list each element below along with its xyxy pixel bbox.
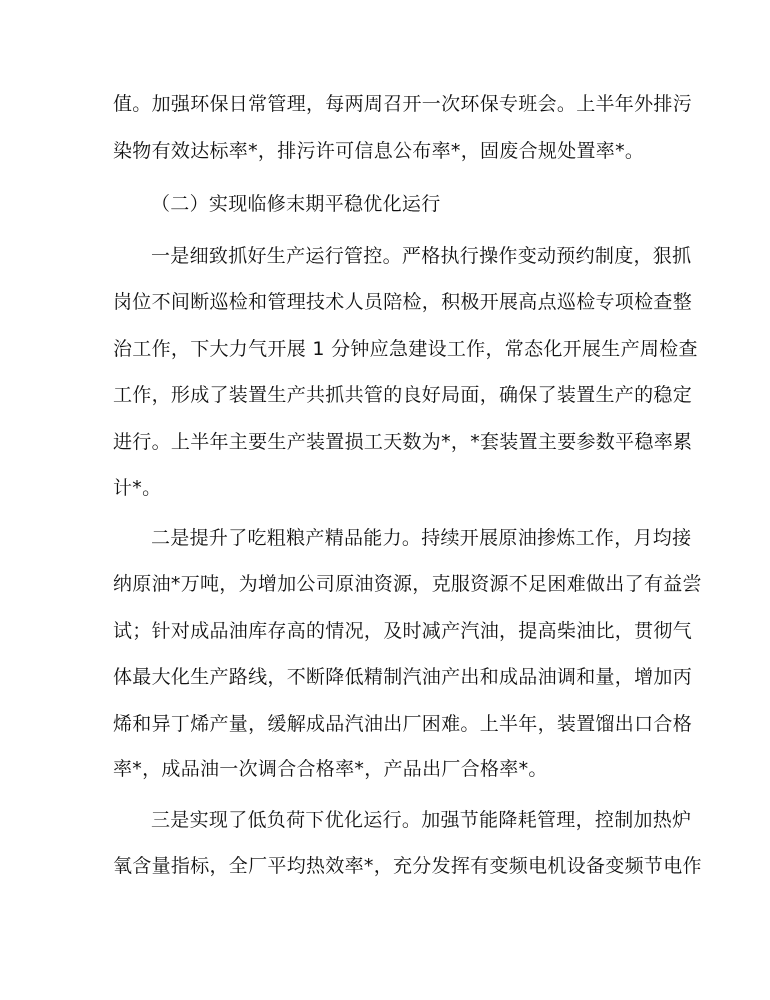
body-text-line: 率*，成品油一次调合合格率*，产品出厂合格率*。 — [113, 758, 548, 780]
body-text-line: 一是细致抓好生产运行管控。严格执行操作变动预约制度，狠抓 — [151, 245, 692, 267]
body-text-line: 工作，形成了装置生产共抓共管的良好局面，确保了装置生产的稳定 — [113, 384, 693, 406]
body-text-line: 染物有效达标率*，排污许可信息公布率*，固废合规处置率*。 — [113, 140, 645, 162]
body-text-line: 体最大化生产路线，不断降低精制汽油产出和成品油调和量，增加丙 — [113, 666, 693, 688]
section-heading: （二）实现临修末期平稳优化运行 — [151, 193, 441, 215]
body-text-line: 试；针对成品油库存高的情况，及时减产汽油，提高柴油比，贯彻气 — [113, 620, 693, 642]
body-text-line: 二是提升了吃粗粮产精品能力。持续开展原油掺炼工作，月均接 — [151, 527, 692, 549]
body-text-line: 氧含量指标，全厂平均热效率*，充分发挥有变频电机设备变频节电作 — [113, 855, 702, 877]
body-text-line: 烯和异丁烯产量，缓解成品汽油出厂困难。上半年，装置馏出口合格 — [113, 713, 693, 735]
body-text-line: 值。加强环保日常管理，每两周召开一次环保专班会。上半年外排污 — [113, 93, 693, 115]
body-text-line: 岗位不间断巡检和管理技术人员陪检，积极开展高点巡检专项检查整 — [113, 291, 693, 313]
body-text-line: 计*。 — [113, 477, 162, 499]
body-text-line: 三是实现了低负荷下优化运行。加强节能降耗管理，控制加热炉 — [151, 809, 692, 831]
body-text-line: 纳原油*万吨，为增加公司原油资源，克服资源不足困难做出了有益尝 — [113, 573, 702, 595]
body-text-line: 进行。上半年主要生产装置损工天数为*，*套装置主要参数平稳率累 — [113, 431, 693, 453]
body-text-line: 治工作，下大力气开展 1 分钟应急建设工作，常态化开展生产周检查 — [113, 338, 698, 360]
